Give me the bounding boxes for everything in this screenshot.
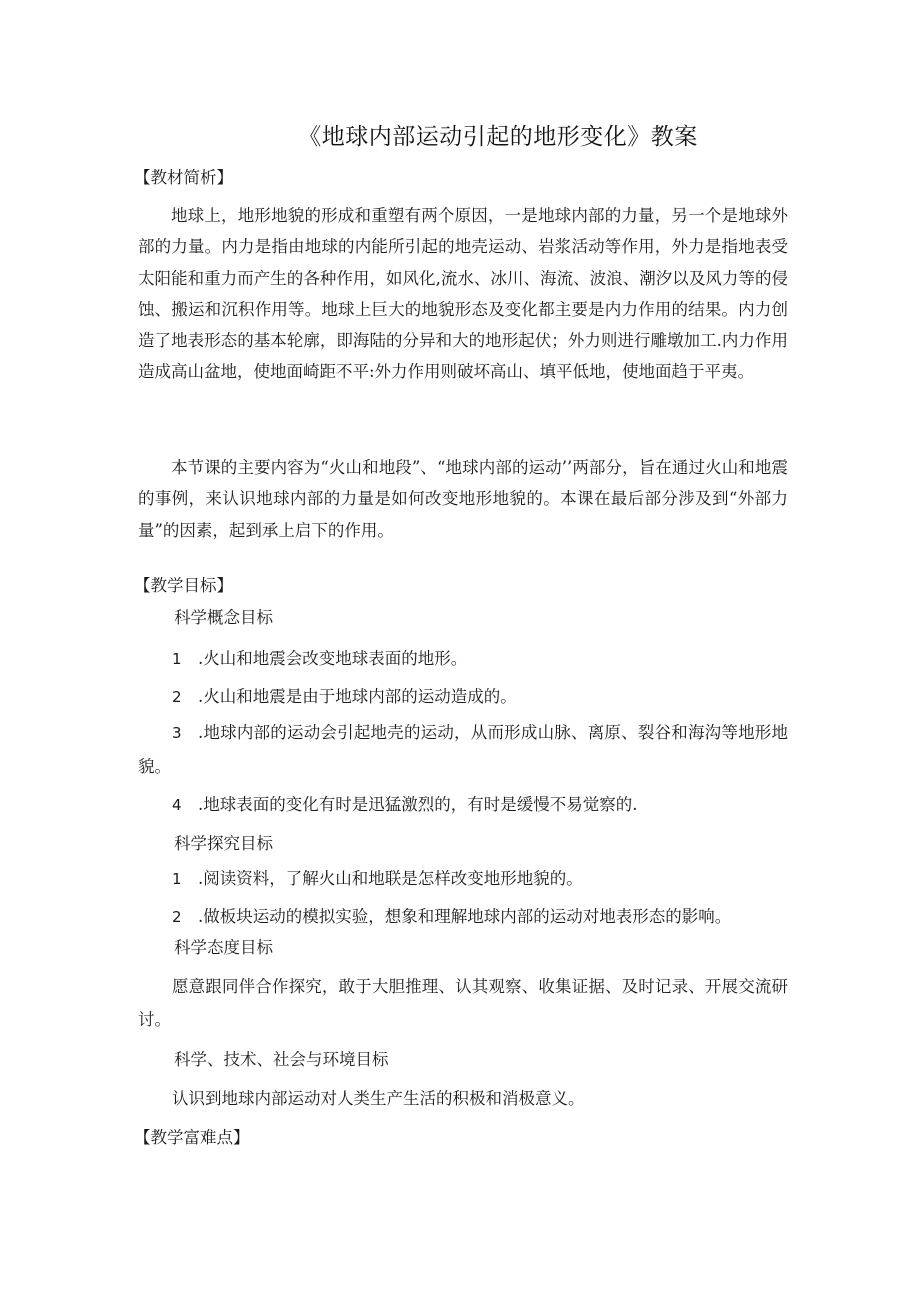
section-heading-goals: 【教学目标】	[134, 576, 233, 595]
item-text: .地球表面的变化有时是迅猛激烈的，有时是缓慢不易觉察的.	[198, 795, 638, 814]
goal-label-concept: 科学概念目标	[174, 608, 273, 627]
inquiry-goal-item	[138, 862, 788, 896]
item-text: .阅读资料，了解火山和地联是怎样改变地形地貌的。	[198, 869, 583, 888]
sts-goal-text	[138, 1082, 788, 1115]
goal-label-sts: 科学、技术、社会与环境目标	[174, 1050, 389, 1069]
section-heading-analysis: 【教材简析】	[134, 168, 233, 187]
item-number: 2	[172, 688, 182, 706]
item-text: .火山和地震会改变地球表面的地形。	[198, 649, 468, 668]
item-number: 4	[172, 796, 182, 814]
concept-goal-item	[138, 716, 788, 783]
item-text: .做板块运动的模拟实验，想象和理解地球内部的运动对地表形态的影响。	[198, 907, 732, 926]
section-heading-difficulty: 【教学富难点】	[134, 1128, 250, 1147]
item-text: 愿意跟同伴合作探究，敢于大胆推理、认其观察、收集证据、及时记录、开展交流研讨。	[138, 977, 788, 1029]
concept-goal-item	[138, 642, 788, 676]
paragraph-text: 地球上，地形地貌的形成和重塑有两个原因，一是地球内部的力量，另一个是地球外部的力量。内力是指由地球的内能所引起的地壳运动、岩浆活动等作用，外力是指地表受太阳能和重力而产生的各种作用，如风化,流水、冰川、海流、波浪、潮汐以及风力等的侵蚀、搬运和沉积作用等。地球上巨大的地貌形态及变化都主要是内力作用的结果。内力创造了地表形态的基本轮廓，即海陆的分异和大的地形起伏；外力则进行雕墩加工.内力作用造成高山盆地，使地面崎距不平:外力作用则破坏高山、填平低地，使地面趋于平夷。	[138, 206, 788, 382]
item-number: 3	[172, 724, 182, 742]
inquiry-goal-item	[138, 900, 788, 934]
item-text: 认识到地球内部运动对人类生产生活的积极和消极意义。	[172, 1089, 585, 1108]
item-number: 2	[172, 908, 182, 926]
attitude-goal-text	[138, 970, 788, 1036]
paragraph-text: 本节课的主要内容为“火山和地段”、“地球内部的运动’’两部分，旨在通过火山和地震的事例，来认识地球内部的力量是如何改变地形地貌的。本课在最后部分涉及到“外部力量”的因素，起到承上启下的作用。	[138, 458, 788, 540]
analysis-paragraph-1	[138, 200, 788, 388]
concept-goal-item	[138, 788, 788, 822]
analysis-paragraph-2	[138, 452, 788, 546]
document-title: 《地球内部运动引起的地形变化》教案	[298, 124, 698, 150]
item-number: 1	[172, 870, 182, 888]
item-text: .地球内部的运动会引起地壳的运动，从而形成山脉、离原、裂谷和海沟等地形地貌。	[138, 723, 788, 776]
goal-label-attitude: 科学态度目标	[174, 938, 273, 957]
concept-goal-item	[138, 680, 788, 714]
goal-label-inquiry: 科学探究目标	[174, 834, 273, 853]
item-number: 1	[172, 650, 182, 668]
item-text: .火山和地震是由于地球内部的运动造成的。	[198, 687, 517, 706]
